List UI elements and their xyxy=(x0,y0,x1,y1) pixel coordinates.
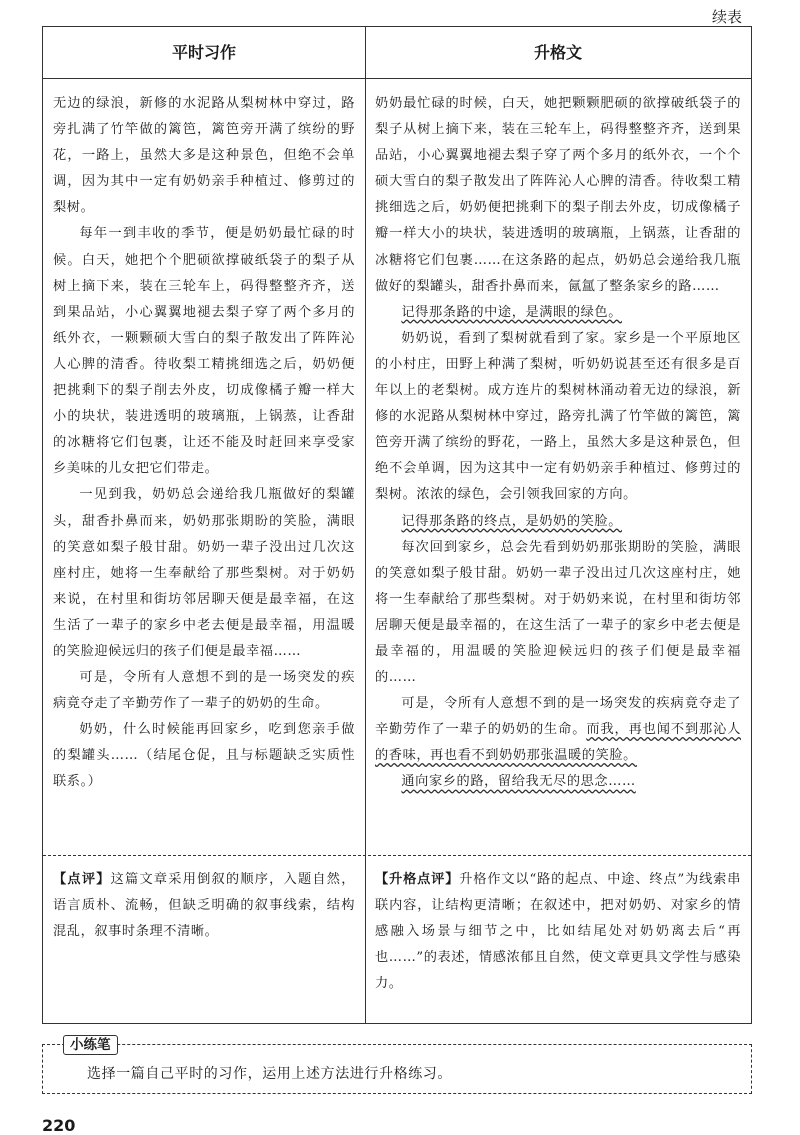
column-divider xyxy=(365,27,366,1023)
essay-paragraph xyxy=(53,717,355,795)
essay-paragraph xyxy=(53,221,355,482)
comparison-table xyxy=(42,26,752,1024)
paragraph-text: 奶奶最忙碌的时候，白天，她把颗颗肥硕的欲撑破纸袋子的梨子从树上摘下来，装在三轮车上，码得整整齐齐，送到果品站，小心翼翼地褪去梨子穿了两个多月的纸外衣，一个个硕大雪白的梨子散发出了阵阵沁人心脾的清香。待收梨工精挑细选之后，奶奶便把挑剩下的梨子削去外皮，切成像橘子瓣一样大小的块状，装进透明的玻璃瓶，上锅蒸，让香甜的冰糖将它们包裹……在这条路的起点，奶奶总会递给我几瓶做好的梨罐头，甜香扑鼻而来，氤氲了整条家乡的路…… xyxy=(375,96,741,294)
paragraph-text: 每次回到家乡，总会先看到奶奶那张期盼的笑脸，满眼的笑意如梨子般甘甜。奶奶一辈子没出过几次这座村庄，她将一生奉献给了那些梨树。对于奶奶来说，在村里和街坊邻居聊天便是最幸福的，在这生活了一辈子的家乡中老去便是最幸福的，用温暖的笑脸迎候远归的孩子们便是最幸福的…… xyxy=(375,539,741,686)
comment-upgraded xyxy=(375,867,741,997)
page-number: 220 xyxy=(42,1116,76,1135)
paragraph-text: 无边的绿浪，新修的水泥路从梨树林中穿过，路旁扎满了竹竿做的篱笆，篱笆旁开满了缤纷的野花，一路上，虽然大多是这种景色，但绝不会单调，因为其中一定有奶奶亲手种植过、修剪过的梨树。 xyxy=(53,96,355,216)
header-original: 平时习作 xyxy=(171,43,236,62)
practice-box xyxy=(42,1037,752,1094)
paragraph-text: 一见到我，奶奶总会递给我几瓶做好的梨罐头，甜香扑鼻而来，奶奶那张期盼的笑脸，满眼的笑意如梨子般甘甜。奶奶一辈子没出过几次这座村庄，她将一生奉献给了那些梨树。对于奶奶来说，在村里和街坊邻居聊天便是最幸福，在这生活了一辈子的家乡中老去便是最幸福，用温暖的笑脸迎候远归的孩子们便是最幸福…… xyxy=(53,487,355,659)
essay-paragraph xyxy=(53,482,355,665)
paragraph-text: 可是，令所有人意想不到的是一场突发的疾病竟夺走了辛勤劳作了一辈子的奶奶的生命。 xyxy=(375,696,741,738)
continued-label: 续表 xyxy=(711,8,742,26)
essay-paragraph xyxy=(53,91,355,221)
table-header xyxy=(43,27,751,79)
comment-text: 这篇文章采用倒叙的顺序，入题自然，语言质朴、流畅，但缺乏明确的叙事线索，结构混乱，叙事时条理不清晰。 xyxy=(53,872,355,939)
essay-paragraph xyxy=(53,665,355,717)
essay-paragraph xyxy=(375,300,741,326)
essay-paragraph xyxy=(375,91,741,300)
paragraph-text: 记得那条路的中途，是满眼的绿色。 xyxy=(401,304,622,320)
essay-paragraph xyxy=(375,535,741,692)
paragraph-text: 可是，令所有人意想不到的是一场突发的疾病竟夺走了辛勤劳作了一辈子的奶奶的生命。 xyxy=(53,670,355,712)
paragraph-text: 奶奶说，看到了梨树就看到了家。家乡是一个平原地区的小村庄，田野上种满了梨树，听奶奶说甚至还有很多是百年以上的老梨树。成方连片的梨树林涌动着无边的绿浪，新修的水泥路从梨树林中穿过，路旁扎满了竹竿做的篱笆，篱笆旁开满了缤纷的野花，一路上，虽然大多是这种景色，但绝不会单调，因为这其中一定有奶奶亲手种植过、修剪过的梨树。浓浓的绿色，会引领我回家的方向。 xyxy=(375,330,741,503)
header-upgraded: 升格文 xyxy=(533,43,582,62)
practice-title: 小练笔 xyxy=(63,1035,118,1055)
essay-paragraph xyxy=(375,509,741,535)
paragraph-text: 每年一到丰收的季节，便是奶奶最忙碌的时候。白天，她把个个肥硕欲撑破纸袋子的梨子从树上摘下来，装在三轮车上，码得整整齐齐，送到果品站，小心翼翼地褪去梨子穿了两个多月的纸外衣，一颗颗硕大雪白的梨子散发出了阵阵沁人心脾的清香。待收梨工精挑细选之后，奶奶便把挑剩下的梨子削去外皮，切成像橘子瓣一样大小的块状，装进透明的玻璃瓶，上锅蒸，让香甜的冰糖将它们包裹，让还不能及时赶回来享受家乡美味的儿女把它们带走。 xyxy=(53,226,355,477)
comment-original xyxy=(53,867,355,945)
comment-tag: 【点评】 xyxy=(53,872,111,887)
comment-divider xyxy=(43,855,751,856)
comment-text: 升格作文以“路的起点、中途、终点”为线索串联内容，让结构更清晰；在叙述中，把对奶奶、对家乡的情感融入场景与细节之中，比如结尾处对奶奶离去后“再也……”的表述，情感浓郁且自然，使文章更具文学性与感染力。 xyxy=(375,872,741,991)
original-essay xyxy=(53,91,355,796)
paragraph-text: 通向家乡的路，留给我无尽的思念…… xyxy=(401,774,636,790)
upgraded-essay xyxy=(375,91,741,796)
highlighted-text: 而我，再也闻不到那沁人的香味，再也看不到奶奶那张温暖的笑脸。 xyxy=(375,722,741,764)
essay-paragraph xyxy=(375,769,741,795)
comment-tag: 【升格点评】 xyxy=(375,872,460,887)
essay-paragraph xyxy=(375,326,741,509)
practice-text: 选择一篇自己平时的习作，运用上述方法进行升格练习。 xyxy=(87,1066,452,1082)
paragraph-text: 记得那条路的终点，是奶奶的笑脸。 xyxy=(401,513,622,529)
paragraph-text: 奶奶，什么时候能再回家乡，吃到您亲手做的梨罐头……（结尾仓促，且与标题缺乏实质性联系。） xyxy=(53,722,355,790)
essay-paragraph xyxy=(375,691,741,769)
